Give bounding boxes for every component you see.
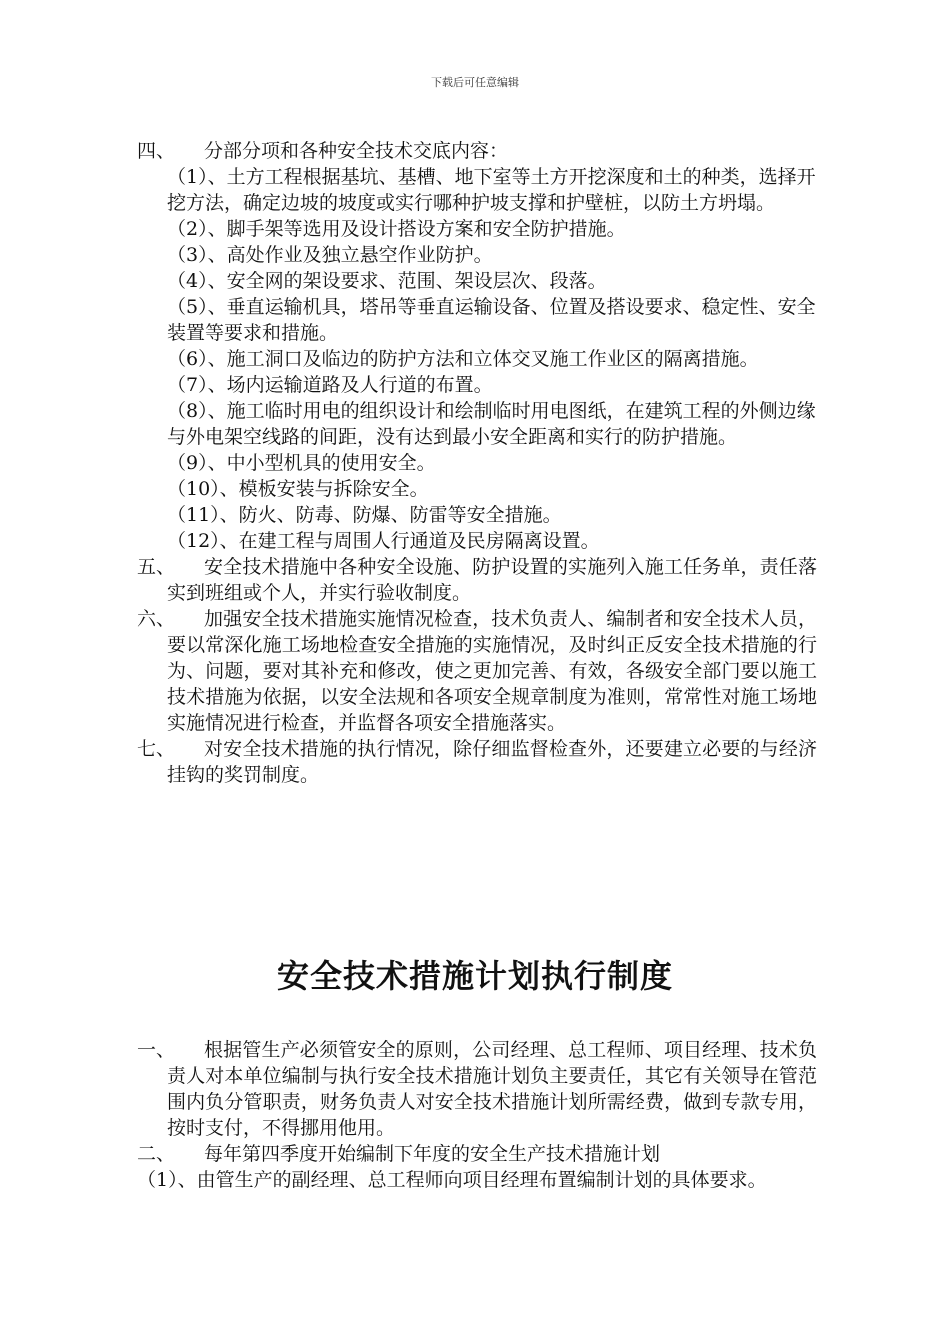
item-two — [137, 1141, 817, 1167]
item-four — [137, 138, 817, 164]
item-seven — [137, 736, 817, 788]
item-number: 七、 — [137, 738, 176, 760]
section-two — [137, 1037, 817, 1193]
sub-item-4: （4）、安全网的架设要求、范围、架设层次、段落。 — [167, 270, 607, 292]
sub-item-2: （2）、脚手架等选用及设计搭设方案和安全防护措施。 — [167, 218, 626, 240]
item-six — [137, 606, 817, 736]
item-text: 分部分项和各种安全技术交底内容： — [204, 140, 509, 162]
sub-item-3: （3）、高处作业及独立悬空作业防护。 — [167, 244, 493, 266]
item-one — [137, 1037, 817, 1141]
item-number: 六、 — [137, 608, 176, 630]
item-number: 一、 — [137, 1039, 176, 1061]
sub-item-11: （11）、防火、防毒、防爆、防雷等安全措施。 — [167, 504, 562, 526]
item-number: 四、 — [137, 140, 176, 162]
item-five — [137, 554, 817, 606]
item-number: 二、 — [137, 1143, 176, 1165]
item-text: 每年第四季度开始编制下年度的安全生产技术措施计划 — [204, 1143, 661, 1165]
item-text: 根据管生产必须管安全的原则，公司经理、总工程师、项目经理、技术负责人对本单位编制与执行安全技术措施计划负主要责任，其它有关领导在管范围内负分管职责，财务负责人对安全技术措施计划所需经费，做到专款专用，按时支付，不得挪用他用。 — [167, 1039, 817, 1139]
sub-item-6: （6）、施工洞口及临边的防护方法和立体交叉施工作业区的隔离措施。 — [167, 348, 759, 370]
item-text: 对安全技术措施的执行情况，除仔细监督检查外，还要建立必要的与经济挂钩的奖罚制度。 — [167, 738, 817, 786]
sub-item-12: （12）、在建工程与周围人行通道及民房隔离设置。 — [167, 530, 600, 552]
sub-item-8: （8）、施工临时用电的组织设计和绘制临时用电图纸，在建筑工程的外侧边缘与外电架空线路的间距，没有达到最小安全距离和实行的防护措施。 — [167, 400, 816, 448]
sub-item-9: （9）、中小型机具的使用安全。 — [167, 452, 436, 474]
sub-item-1: （1）、土方工程根据基坑、基槽、地下室等土方开挖深度和土的种类，选择开挖方法，确定边坡的坡度或实行哪种护坡支撑和护壁桩，以防土方坍塌。 — [167, 166, 816, 214]
document-title: 安全技术措施计划执行制度 — [276, 957, 673, 995]
item-text: 加强安全技术措施实施情况检查，技术负责人、编制者和安全技术人员，要以常深化施工场地检查安全措施的实施情况，及时纠正反安全技术措施的行为、问题，要对其补充和修改，使之更加完善、有效，各级安全部门要以施工技术措施为依据，以安全法规和各项安全规章制度为准则，常常性对施工场地实施情况进行检查，并监督各项安全措施落实。 — [167, 608, 817, 734]
sub-item-10: （10）、模板安装与拆除安全。 — [167, 478, 429, 500]
item-text: 安全技术措施中各种安全设施、防护设置的实施列入施工任务单，责任落实到班组或个人，并实行验收制度。 — [167, 556, 817, 604]
header-note: 下载后可任意编辑 — [431, 76, 519, 89]
item-number: 五、 — [137, 556, 176, 578]
section-one — [137, 138, 817, 788]
sub-item-5: （5）、垂直运输机具，塔吊等垂直运输设备、位置及搭设要求、稳定性、安全装置等要求和措施。 — [167, 296, 816, 344]
sub-item-tail: （1）、由管生产的副经理、总工程师向项目经理布置编制计划的具体要求。 — [137, 1169, 767, 1191]
sub-item-7: （7）、场内运输道路及人行道的布置。 — [167, 374, 493, 396]
